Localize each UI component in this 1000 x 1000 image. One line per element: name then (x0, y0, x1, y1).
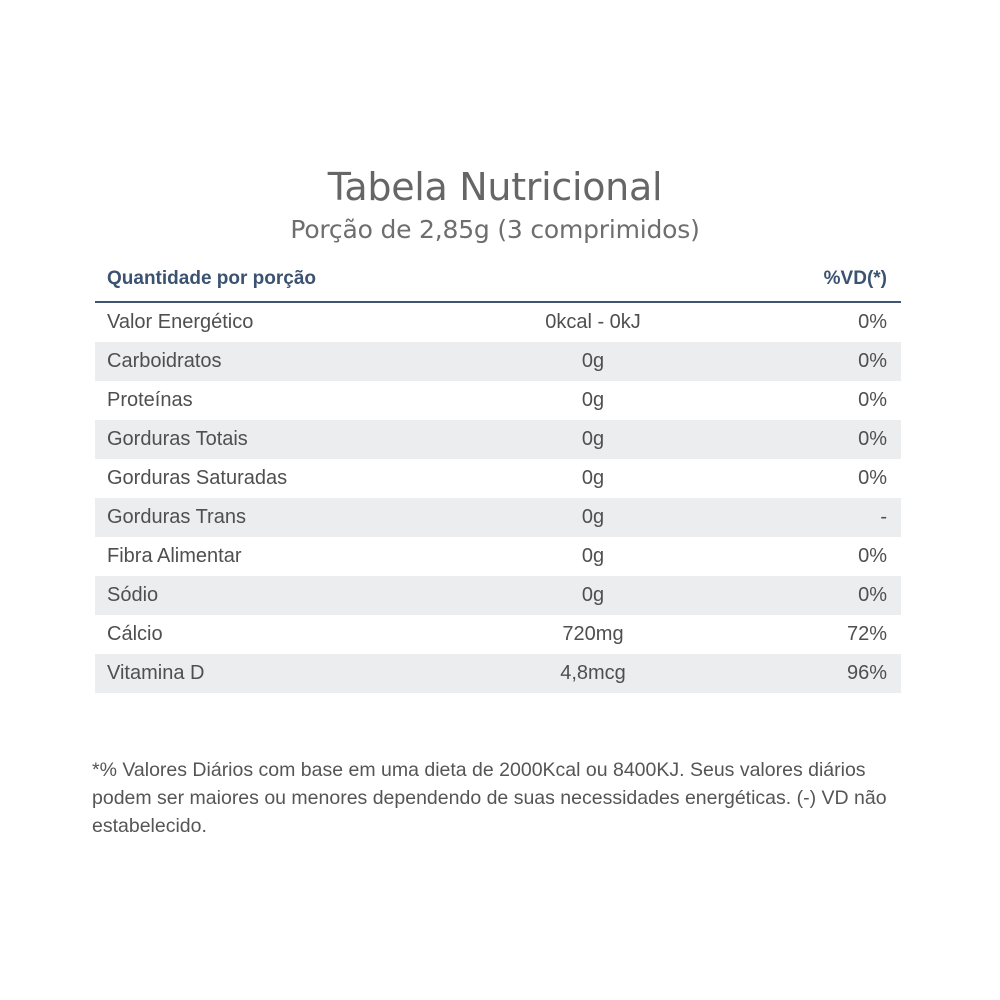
nutrient-name: Sódio (107, 584, 159, 606)
header-quantity-label: Quantidade por porção (107, 268, 317, 289)
nutrient-name: Valor Energético (107, 311, 254, 333)
table-row (95, 654, 901, 693)
nutrient-dv: 0% (858, 467, 887, 489)
header-dv-label: %VD(*) (823, 268, 887, 289)
nutrient-dv: 0% (858, 584, 887, 606)
table-row (95, 615, 901, 654)
table-row (95, 576, 901, 615)
nutrient-dv: 0% (858, 428, 887, 450)
nutrient-quantity: 0g (581, 428, 605, 450)
nutrient-dv: 0% (858, 350, 887, 372)
nutrient-name: Gorduras Trans (107, 506, 246, 528)
nutrient-quantity: 0g (581, 506, 605, 528)
table-row (95, 420, 901, 459)
nutrient-quantity: 0g (581, 350, 605, 372)
nutrient-quantity: 0g (581, 584, 605, 606)
nutrient-name: Fibra Alimentar (107, 545, 242, 567)
table-row (95, 537, 901, 576)
nutrient-quantity: 0kcal - 0kJ (545, 311, 641, 333)
nutrient-dv: 0% (858, 389, 887, 411)
table-row (95, 498, 901, 537)
nutrient-name: Cálcio (107, 623, 163, 645)
nutrient-dv: - (880, 506, 887, 528)
table-header (95, 262, 901, 303)
nutrient-dv: 0% (858, 311, 887, 333)
daily-value-footnote: *% Valores Diários com base em uma dieta de 2000Kcal ou 8400KJ. Seus valores diários podem ser maiores ou menores dependendo de suas necessidades energéticas. (-) VD não estabelecido. (92, 758, 887, 837)
nutrient-name: Vitamina D (107, 662, 205, 684)
serving-size-subtitle: Porção de 2,85g (3 comprimidos) (290, 215, 700, 244)
nutrient-quantity: 0g (581, 467, 605, 489)
nutrient-quantity: 0g (581, 545, 605, 567)
nutrient-name: Proteínas (107, 389, 193, 411)
nutrient-name: Carboidratos (107, 350, 222, 372)
page-title: Tabela Nutricional (327, 165, 663, 209)
nutrient-dv: 96% (846, 662, 887, 684)
nutrient-quantity: 720mg (562, 623, 624, 645)
table-row (95, 381, 901, 420)
nutrient-quantity: 4,8mcg (560, 662, 626, 684)
nutrient-dv: 72% (846, 623, 887, 645)
nutrient-quantity: 0g (581, 389, 605, 411)
nutrient-name: Gorduras Totais (107, 428, 248, 450)
table-row (95, 303, 901, 342)
nutrition-table (95, 262, 901, 693)
table-row (95, 342, 901, 381)
nutrient-name: Gorduras Saturadas (107, 467, 288, 489)
table-row (95, 459, 901, 498)
nutrient-dv: 0% (858, 545, 887, 567)
